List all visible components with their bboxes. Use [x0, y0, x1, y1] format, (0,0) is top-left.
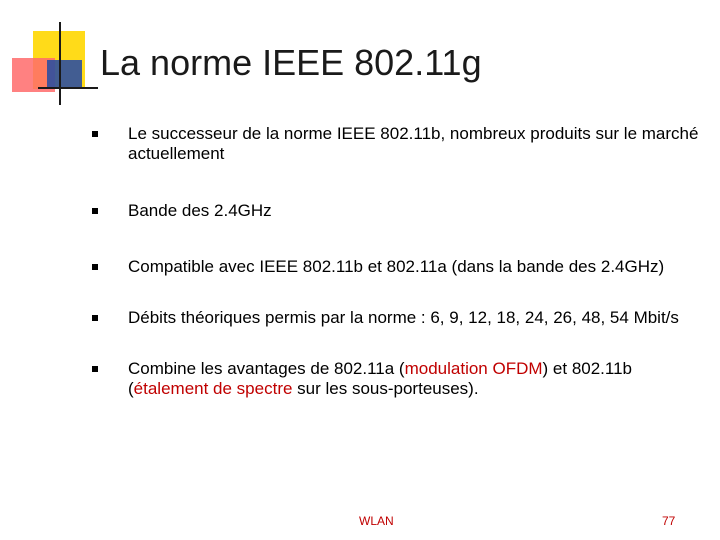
- list-item: [92, 359, 712, 399]
- square-bullet-icon: [92, 264, 98, 270]
- square-bullet-icon: [92, 315, 98, 321]
- highlight-modulation: modulation OFDM: [404, 359, 543, 378]
- page-number: 77: [662, 514, 676, 528]
- square-bullet-icon: [92, 366, 98, 372]
- bullet-text-part: Combine les avantages de 802.11a (: [128, 359, 405, 378]
- square-bullet-icon: [92, 131, 98, 137]
- bullet-text-part: sur les sous-porteuses).: [292, 379, 479, 398]
- bullet-text: [128, 359, 632, 398]
- highlight-spread-spectrum: étalement de spectre: [133, 379, 293, 398]
- list-item: [92, 201, 712, 221]
- footer-label: WLAN: [359, 514, 394, 528]
- list-item: [92, 124, 712, 164]
- bullet-text-part: ) et 802.11b (: [128, 359, 633, 398]
- list-item: [92, 257, 712, 277]
- bullet-text: Compatible avec IEEE 802.11b et 802.11a (dans la bande des 2.4GHz): [128, 257, 665, 276]
- square-bullet-icon: [92, 208, 98, 214]
- page-title: La norme IEEE 802.11g: [100, 42, 482, 83]
- logo-decoration: [0, 0, 100, 110]
- list-item: [92, 308, 712, 328]
- bullet-text: Bande des 2.4GHz: [128, 201, 272, 220]
- bullet-list: [92, 124, 712, 399]
- corner-decoration-graphic: [0, 0, 100, 110]
- bullet-text: Débits théoriques permis par la norme : 6, 9, 12, 18, 24, 26, 48, 54 Mbit/s: [128, 308, 679, 327]
- bullet-text: Le successeur de la norme IEEE 802.11b, nombreux produits sur le marché actuellement: [128, 124, 699, 163]
